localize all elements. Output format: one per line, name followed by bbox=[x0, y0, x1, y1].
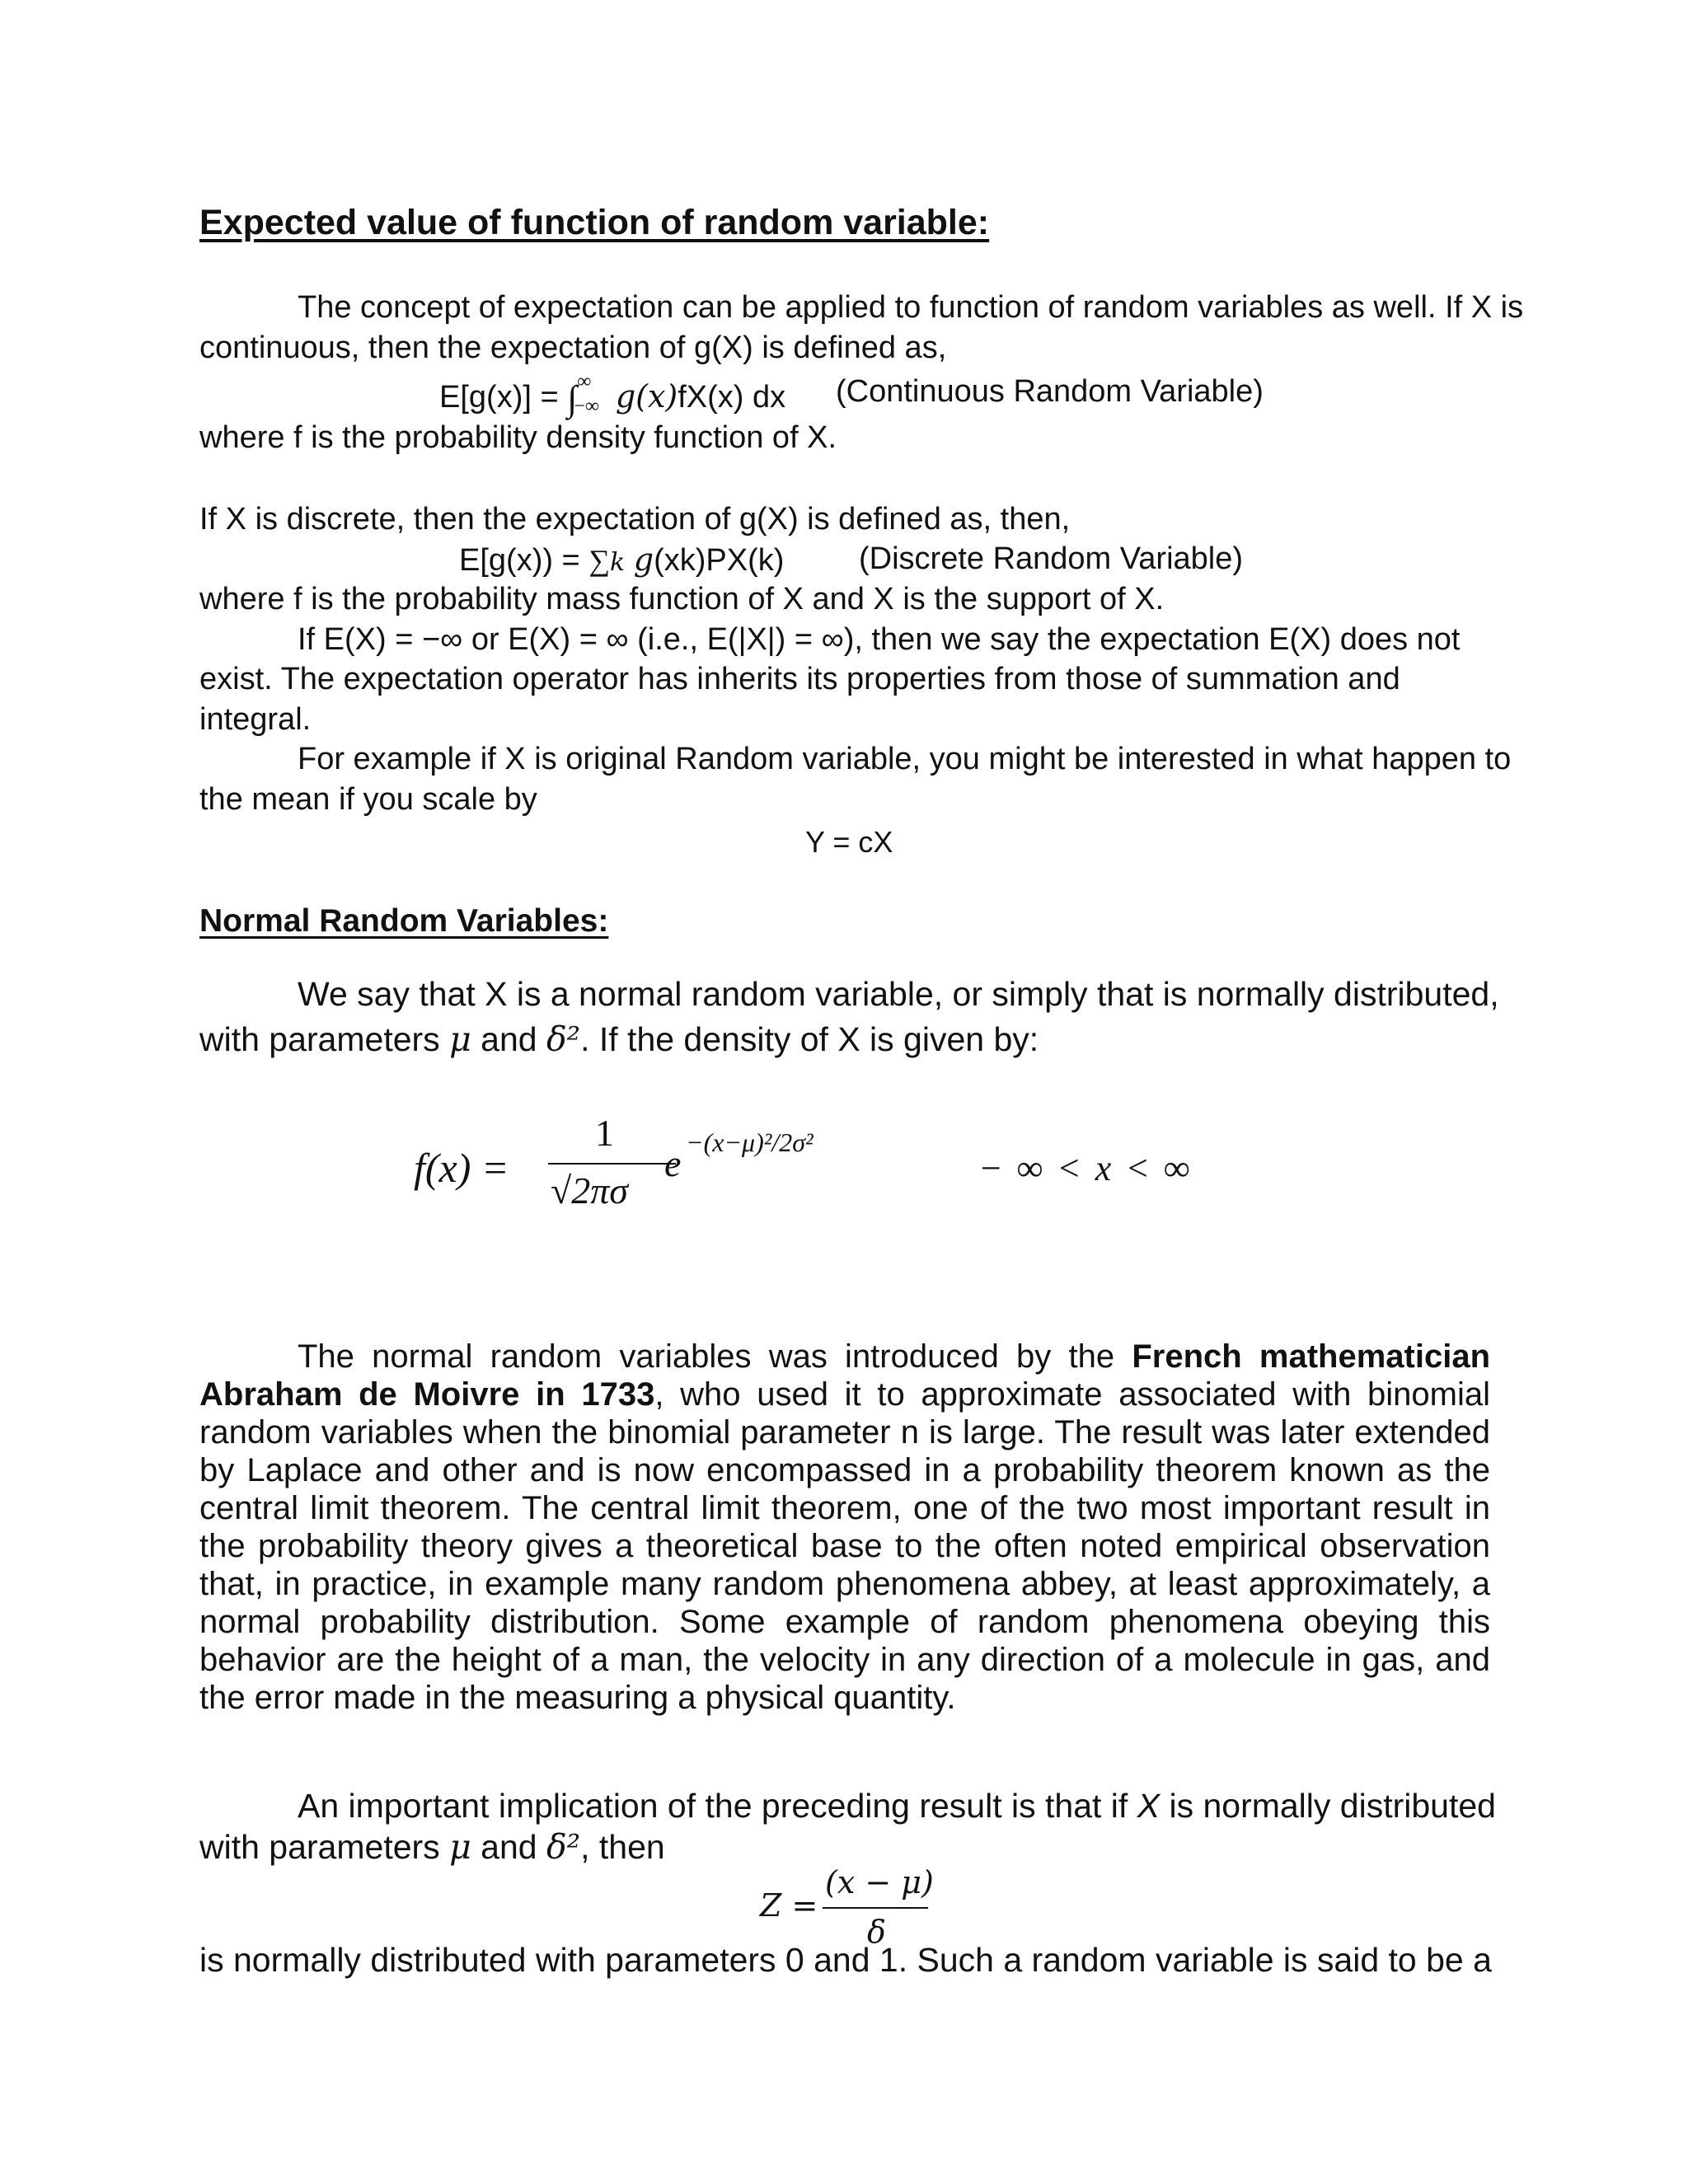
paragraph-line: where f is the probability density function of X. bbox=[199, 420, 837, 455]
paragraph-line: where f is the probability mass function of X and X is the support of X. bbox=[199, 582, 1165, 616]
text-fragment: . If the density of X is given by: bbox=[580, 1020, 1039, 1058]
integral-symbol: ∫ bbox=[567, 378, 578, 419]
paragraph-line: If E(X) = −∞ or E(X) = ∞ (i.e., E(|X|) = ∞), then we say the expectation E(X) does not bbox=[298, 622, 1461, 657]
text-fragment: , who used it to approximate associated with binomial random variables when the binomial parameter n is large. The result was later extended by Laplace and other and is now encompassed in a probability theorem known as the central limit theorem. The central limit theorem, one of the two most important result in the probability theory gives a theoretical base to the often noted empirical observation that, in practice, in example many random phenomena abbey, at least approximately, a normal probability distribution. Some example of random phenomena obeying this behavior are the height of a man, the velocity in any direction of a molecule in gas, and the error made in the measuring a physical quantity. bbox=[199, 1376, 1490, 1716]
integral-lower-limit: −∞ bbox=[574, 396, 599, 417]
text-fragment: and bbox=[481, 1020, 537, 1058]
text-fragment: with parameters bbox=[199, 1828, 440, 1866]
pdf-denominator: √2πσ bbox=[551, 1169, 628, 1212]
pdf-fraction-bar bbox=[548, 1163, 676, 1165]
paragraph-line: integral. bbox=[199, 702, 312, 737]
z-denominator: δ bbox=[867, 1914, 886, 1950]
paragraph-line bbox=[199, 1827, 665, 1867]
paragraph-line: is normally distributed with parameters 0 and 1. Such a random variable is said to be a bbox=[199, 1941, 1492, 1979]
text-fragment: with parameters bbox=[199, 1020, 440, 1058]
equation-y-equals-cx: Y = cX bbox=[805, 825, 893, 859]
section-heading-expected-value: Expected value of function of random variable: bbox=[199, 203, 990, 242]
paragraph-line: exist. The expectation operator has inherits its properties from those of summation and bbox=[199, 662, 1400, 696]
symbol-mu: μ bbox=[449, 1019, 471, 1059]
z-numerator: (x − μ) bbox=[825, 1864, 934, 1900]
text-fragment: , then bbox=[580, 1828, 665, 1866]
formula-discrete bbox=[459, 541, 784, 579]
pdf-exponent: −(x−μ)²/2σ² bbox=[686, 1127, 814, 1157]
pdf-range: − ∞ < x < ∞ bbox=[978, 1148, 1190, 1188]
formula-g-of-x: g(x) bbox=[615, 378, 678, 415]
integral-limits bbox=[574, 371, 607, 417]
paragraph-line bbox=[298, 1787, 1496, 1825]
pdf-exponential-e: e bbox=[664, 1142, 682, 1184]
formula-continuous bbox=[439, 371, 786, 419]
symbol-delta-squared: δ² bbox=[546, 1019, 581, 1059]
formula-g: g bbox=[633, 541, 654, 578]
integral-upper-limit: ∞ bbox=[577, 371, 592, 392]
paragraph-line: The concept of expectation can be applied to function of random variables as well. If X is bbox=[298, 290, 1524, 325]
paragraph-line: For example if X is original Random variable, you might be interested in what happen to bbox=[298, 742, 1512, 776]
paragraph-line bbox=[199, 1019, 1039, 1059]
text-fragment: The normal random variables was introduced by the bbox=[298, 1338, 1115, 1375]
sum-symbol: ∑ bbox=[588, 544, 610, 577]
text-fragment: and bbox=[481, 1828, 537, 1866]
z-lhs: Z = bbox=[760, 1887, 818, 1924]
pdf-lhs: f(x) = bbox=[414, 1145, 509, 1191]
text-fragment: is normally distributed bbox=[1169, 1787, 1496, 1825]
formula-lhs: E[g(x)) = bbox=[459, 543, 580, 578]
formula-note-continuous: (Continuous Random Variable) bbox=[836, 374, 1264, 409]
symbol-x: X bbox=[1137, 1787, 1160, 1825]
z-fraction-bar bbox=[823, 1907, 928, 1909]
symbol-delta-squared: δ² bbox=[546, 1827, 581, 1867]
text-fragment: An important implication of the preceding result is that if bbox=[298, 1787, 1128, 1825]
paragraph-line: the mean if you scale by bbox=[199, 782, 537, 817]
section-heading-normal-random-variables: Normal Random Variables: bbox=[199, 903, 609, 939]
paragraph-line: If X is discrete, then the expectation of g(X) is defined as, then, bbox=[199, 502, 1071, 537]
formula-integrand: fX(x) dx bbox=[678, 380, 786, 415]
symbol-mu: μ bbox=[449, 1827, 471, 1867]
sum-index: k bbox=[609, 548, 626, 577]
bold-text: French mathematician Abraham de Moivre in 1733 bbox=[199, 1338, 1491, 1413]
formula-lhs: E[g(x)] = bbox=[439, 380, 559, 415]
pdf-numerator: 1 bbox=[595, 1112, 614, 1154]
formula-note-discrete: (Discrete Random Variable) bbox=[859, 541, 1244, 576]
paragraph-line: We say that X is a normal random variable, or simply that is normally distributed, bbox=[298, 975, 1499, 1013]
paragraph-line: continuous, then the expectation of g(X) is defined as, bbox=[199, 330, 947, 365]
formula-summand: (xk)PX(k) bbox=[654, 543, 785, 578]
paragraph-de-moivre bbox=[199, 1338, 1490, 1717]
